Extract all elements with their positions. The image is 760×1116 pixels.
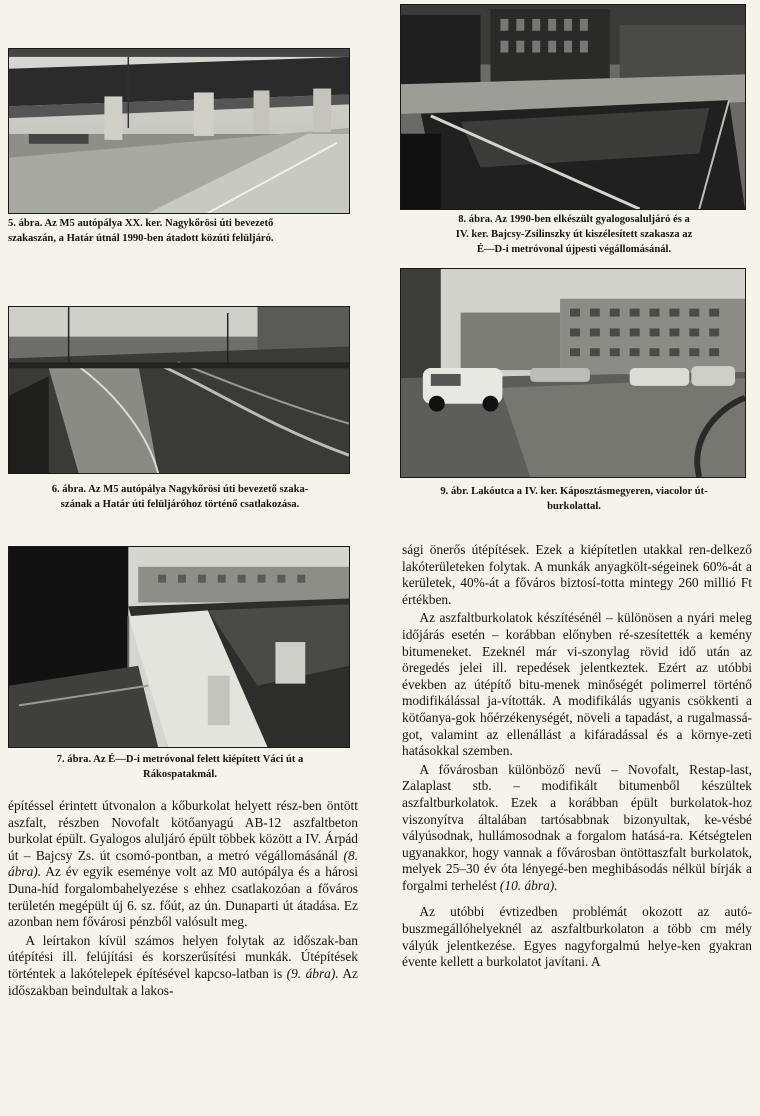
figure-8-photo xyxy=(400,4,746,210)
figure-8-reference: (8. ábra). xyxy=(8,847,358,880)
left-paragraph-1: építéssel érintett útvonalon a kőburkolat helyett rész-ben öntött aszfalt, részben Novofalt kötőanyagú AB-12 aszfaltbeton burkolat épült. Gyalogos aluljáró épült többek között a IV. Árpád út – Bajcsy Zs. út csomó-pontban, a metró végállomásánál (8. ábra). Az év egyik eseménye volt az M0 autópálya és a hárosi Duna-híd forgalombahelyezése s ehhez csatlakozóan a főváros területén megépült új 6. sz. főút, az ún. Dunaparti út átadása. Ez azonban nem fővárosi pénzből valósult meg. xyxy=(8,798,358,930)
figure-8-caption: 8. ábra. Az 1990-ben elkészült gyalogosaluljáró és a IV. ker. Bajcsy-Zsilinszky út kiszélesített szakasza az É—D-i metróvonal újpesti végállomásánál. xyxy=(455,214,693,255)
figure-7-photo xyxy=(8,546,350,748)
figure-9-caption: 9. ábr. Lakóutca a IV. ker. Káposztásmegyeren, viacolor út- burkolattal. xyxy=(440,486,708,512)
right-paragraph-3: A fővárosban különböző nevű – Novofalt, Restap-last, Zalaplast stb. – modifikált bitumenből készültek aszfaltburkolatok. Ezek a korábban épült burkolatok-hoz viszonyítva általában tartósabbnak bizonyultak, ke-vésbé vályúsodnak, hullámosodnak a forgalom hatásá-ra. Kétségtelen ugyanakkor, hogy vannak a fővárosban öntöttaszfalt burkolatok, melyek 25–30 év óta lényegé-ben meghibásodás nélkül bírják a forgalmi terhelést (10. ábra). xyxy=(402,761,752,893)
right-paragraph-2: Az aszfaltburkolatok készítésénél – különösen a nyári meleg időjárás esetén – korábban előnyben ré-szesítették a kemény bitumeneket. Ezeknél már vi-szonylag rövid idő után az öregedés jelei ill. repedések jelentkeztek. Ezért az utóbbi években az útépítő bitu-menek minőségét polimerrel történő modifikálással ja-vították. A modifikálás ugyanis csökkenti a kötőanya-gok hőérzékenységét, növeli a tapadást, a rugalmassá-got, valamint az ellenállást a kifáradással és a környe-zeti hatásokkal szemben. xyxy=(402,610,752,759)
figure-10-reference: (10. ábra). xyxy=(499,877,558,893)
figure-6-photo xyxy=(8,306,350,474)
right-paragraph-4: Az utóbbi évtizedben problémát okozott az autó-buszmegállóhelyeknél az aszfaltburkolaton a több cm mély vályúk jelentkezése. Egyes nagyforgalmú helye-ken gyakran évente kellett a burkolatot javítani. A xyxy=(402,904,752,970)
figure-6-caption: 6. ábra. Az M5 autópálya Nagykőrösi úti bevezető szaka- szának a Határ úti felüljáróhoz történő csatlakozása. xyxy=(51,484,309,510)
figure-5-photo xyxy=(8,48,350,214)
left-text-column xyxy=(8,798,358,999)
left-paragraph-2: A leírtakon kívül számos helyen folytak az időszak-ban útépítési ill. felújítási és korszerűsítési munkák. Útépítések történtek a lakótelepek építésével kapcso-latban is (9. ábra). Az időszakban beindultak a lakos- xyxy=(8,932,358,998)
right-paragraph-1: sági önerős útépítések. Ezek a kiépítetlen utakkal ren-delkező lakóterületeken folytak. A munkák anyagkölt-ségeinek 60%-át a kerületek, 40%-át a főváros biztosí-totta mintegy 260 millió Ft értékben. xyxy=(402,542,752,607)
figure-7-caption: 7. ábra. Az É—D-i metróvonal felett kiépített Váci út a Rákospatakmál. xyxy=(56,754,304,780)
figure-5-caption: 5. ábra. Az M5 autópálya XX. ker. Nagykőrösi úti bevezető szakaszán, a Határ útnál 1990-ben átadott közúti felüljáró. xyxy=(8,218,274,244)
figure-9-reference: (9. ábra). xyxy=(286,965,339,981)
figure-9-photo xyxy=(400,268,746,478)
right-text-column xyxy=(402,542,752,971)
